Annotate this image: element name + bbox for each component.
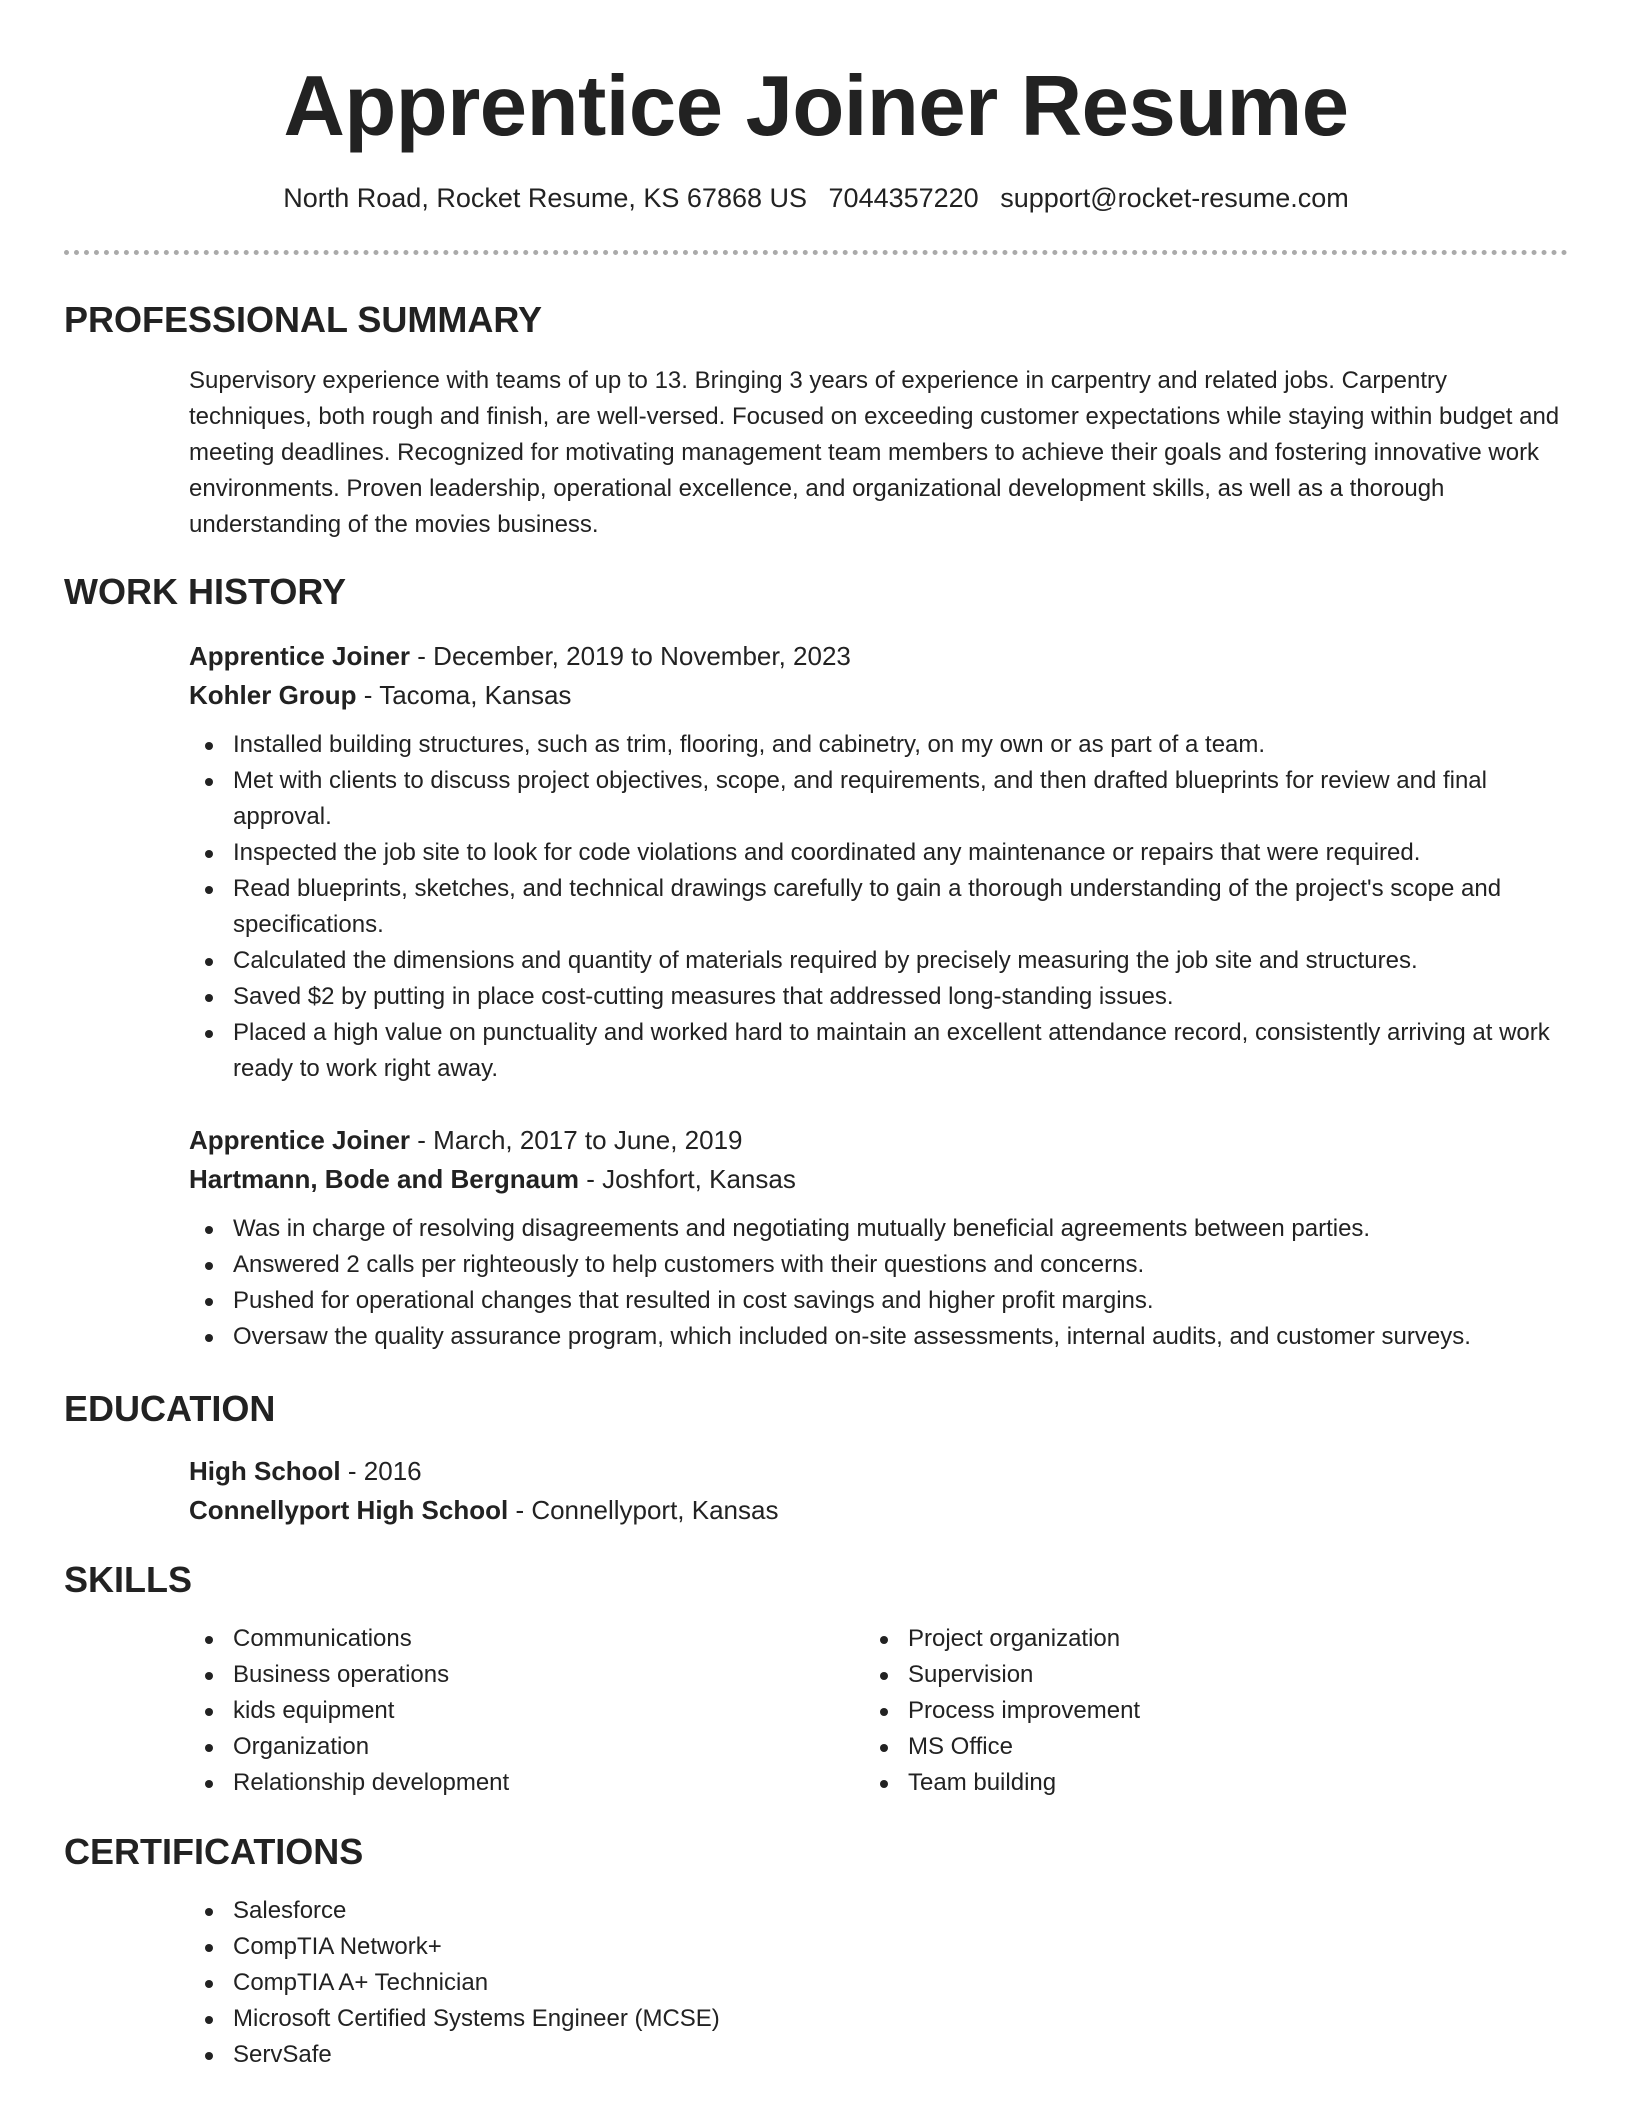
job-entry bbox=[189, 1121, 1569, 1355]
certifications-heading: CERTIFICATIONS bbox=[64, 1831, 364, 1872]
job-title: Apprentice Joiner bbox=[189, 1125, 411, 1155]
job-title: Apprentice Joiner bbox=[189, 641, 411, 671]
job-entry bbox=[189, 637, 1569, 1087]
list-item: Relationship development bbox=[189, 1765, 829, 1801]
summary-heading: PROFESSIONAL SUMMARY bbox=[64, 299, 543, 340]
list-item: CompTIA A+ Technician bbox=[189, 1965, 829, 2001]
list-item: MS Office bbox=[864, 1729, 1504, 1765]
list-item: Microsoft Certified Systems Engineer (MCSE) bbox=[189, 2001, 829, 2037]
list-item: CompTIA Network+ bbox=[189, 1929, 829, 1965]
list-item: Was in charge of resolving disagreements and negotiating mutually beneficial agreements between parties. bbox=[189, 1211, 1569, 1247]
education-entry bbox=[189, 1452, 1569, 1530]
list-item: Read blueprints, sketches, and technical drawings carefully to gain a thorough understanding of the project's scope and specifications. bbox=[189, 871, 1569, 943]
list-item: Calculated the dimensions and quantity of materials required by precisely measuring the job site and structures. bbox=[189, 943, 1569, 979]
skills-list bbox=[864, 1621, 1504, 1801]
education-degree: High School bbox=[189, 1456, 341, 1486]
contact-line bbox=[0, 180, 1632, 216]
job-title-line bbox=[189, 1121, 1569, 1160]
summary-text: Supervisory experience with teams of up to 13. Bringing 3 years of experience in carpentry and related jobs. Carpentry techniques, both rough and finish, are well-versed. Focused on exceeding customer expectations while staying within budget and meeting deadlines. Recognized for motivating management team members to achieve their goals and fostering innovative work environments. Proven leadership, operational excellence, and organizational development skills, as well as a thorough understanding of the movies business. bbox=[189, 367, 1560, 538]
list-item: Supervision bbox=[864, 1657, 1504, 1693]
education-school: Connellyport High School bbox=[189, 1495, 509, 1525]
list-item: Team building bbox=[864, 1765, 1504, 1801]
skills-heading: SKILLS bbox=[64, 1559, 193, 1600]
certifications-list bbox=[189, 1893, 829, 2073]
list-item: ServSafe bbox=[189, 2037, 829, 2073]
skills-column-right bbox=[864, 1621, 1504, 1801]
education-school-line bbox=[189, 1491, 1569, 1530]
education-location: - Connellyport, Kansas bbox=[508, 1495, 779, 1525]
work-history-heading: WORK HISTORY bbox=[64, 571, 347, 612]
header-divider bbox=[64, 250, 1568, 255]
list-item: Process improvement bbox=[864, 1693, 1504, 1729]
resume-title: Apprentice Joiner Resume bbox=[283, 59, 1349, 154]
job-company: Kohler Group bbox=[189, 680, 357, 710]
education-heading: EDUCATION bbox=[64, 1388, 276, 1429]
list-item: Installed building structures, such as trim, flooring, and cabinetry, on my own or as part of a team. bbox=[189, 727, 1569, 763]
list-item: Pushed for operational changes that resulted in cost savings and higher profit margins. bbox=[189, 1283, 1569, 1319]
job-location: - Tacoma, Kansas bbox=[356, 680, 572, 710]
list-item: Organization bbox=[189, 1729, 829, 1765]
job-company-line bbox=[189, 1160, 1569, 1199]
education-degree-line bbox=[189, 1452, 1569, 1491]
list-item: Project organization bbox=[864, 1621, 1504, 1657]
job-location: - Joshfort, Kansas bbox=[579, 1164, 796, 1194]
job-dates: - December, 2019 to November, 2023 bbox=[410, 641, 851, 671]
contact-email: support@rocket-resume.com bbox=[1000, 183, 1349, 213]
contact-phone: 7044357220 bbox=[828, 183, 979, 213]
skills-column-left bbox=[189, 1621, 829, 1801]
job-bullets bbox=[189, 727, 1569, 1087]
list-item: Business operations bbox=[189, 1657, 829, 1693]
contact-address: North Road, Rocket Resume, KS 67868 US bbox=[283, 183, 808, 213]
job-dates: - March, 2017 to June, 2019 bbox=[410, 1125, 743, 1155]
education-year: - 2016 bbox=[340, 1456, 422, 1486]
skills-list bbox=[189, 1621, 829, 1801]
list-item: Met with clients to discuss project objectives, scope, and requirements, and then drafted blueprints for review and final approval. bbox=[189, 763, 1569, 835]
job-title-line bbox=[189, 637, 1569, 676]
list-item: Saved $2 by putting in place cost-cutting measures that addressed long-standing issues. bbox=[189, 979, 1569, 1015]
list-item: Communications bbox=[189, 1621, 829, 1657]
job-company: Hartmann, Bode and Bergnaum bbox=[189, 1164, 580, 1194]
list-item: kids equipment bbox=[189, 1693, 829, 1729]
list-item: Oversaw the quality assurance program, which included on-site assessments, internal audits, and customer surveys. bbox=[189, 1319, 1569, 1355]
list-item: Inspected the job site to look for code violations and coordinated any maintenance or repairs that were required. bbox=[189, 835, 1569, 871]
list-item: Placed a high value on punctuality and worked hard to maintain an excellent attendance record, consistently arriving at work ready to work right away. bbox=[189, 1015, 1569, 1087]
job-company-line bbox=[189, 676, 1569, 715]
list-item: Salesforce bbox=[189, 1893, 829, 1929]
certifications-block bbox=[189, 1893, 829, 2073]
list-item: Answered 2 calls per righteously to help customers with their questions and concerns. bbox=[189, 1247, 1569, 1283]
job-bullets bbox=[189, 1211, 1569, 1355]
